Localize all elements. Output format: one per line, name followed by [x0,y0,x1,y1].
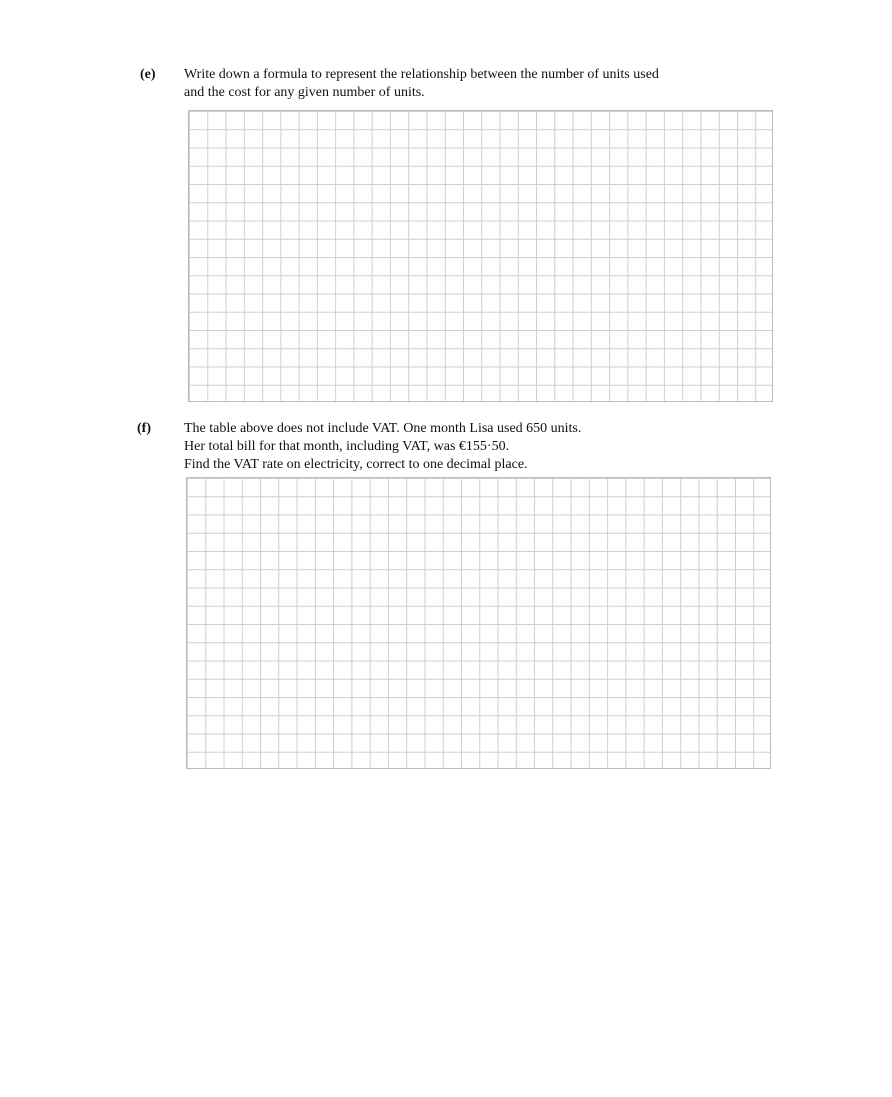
part-e-question [184,66,659,102]
part-f-question-line: Her total bill for that month, including VAT, was €155·50. [184,439,510,454]
part-e-answer-grid[interactable] [188,110,773,402]
part-e-label: (e) [140,67,156,82]
part-f-label: (f) [137,421,151,436]
part-e-question-line: Write down a formula to represent the relationship between the number of units used [184,67,659,82]
part-f-answer-grid[interactable] [186,477,771,769]
part-f-question [184,420,581,474]
part-f-question-line: The table above does not include VAT. One month Lisa used 650 units. [184,421,582,436]
part-e-question-line: and the cost for any given number of units. [184,85,425,100]
part-f-question-line: Find the VAT rate on electricity, correct to one decimal place. [184,457,528,472]
